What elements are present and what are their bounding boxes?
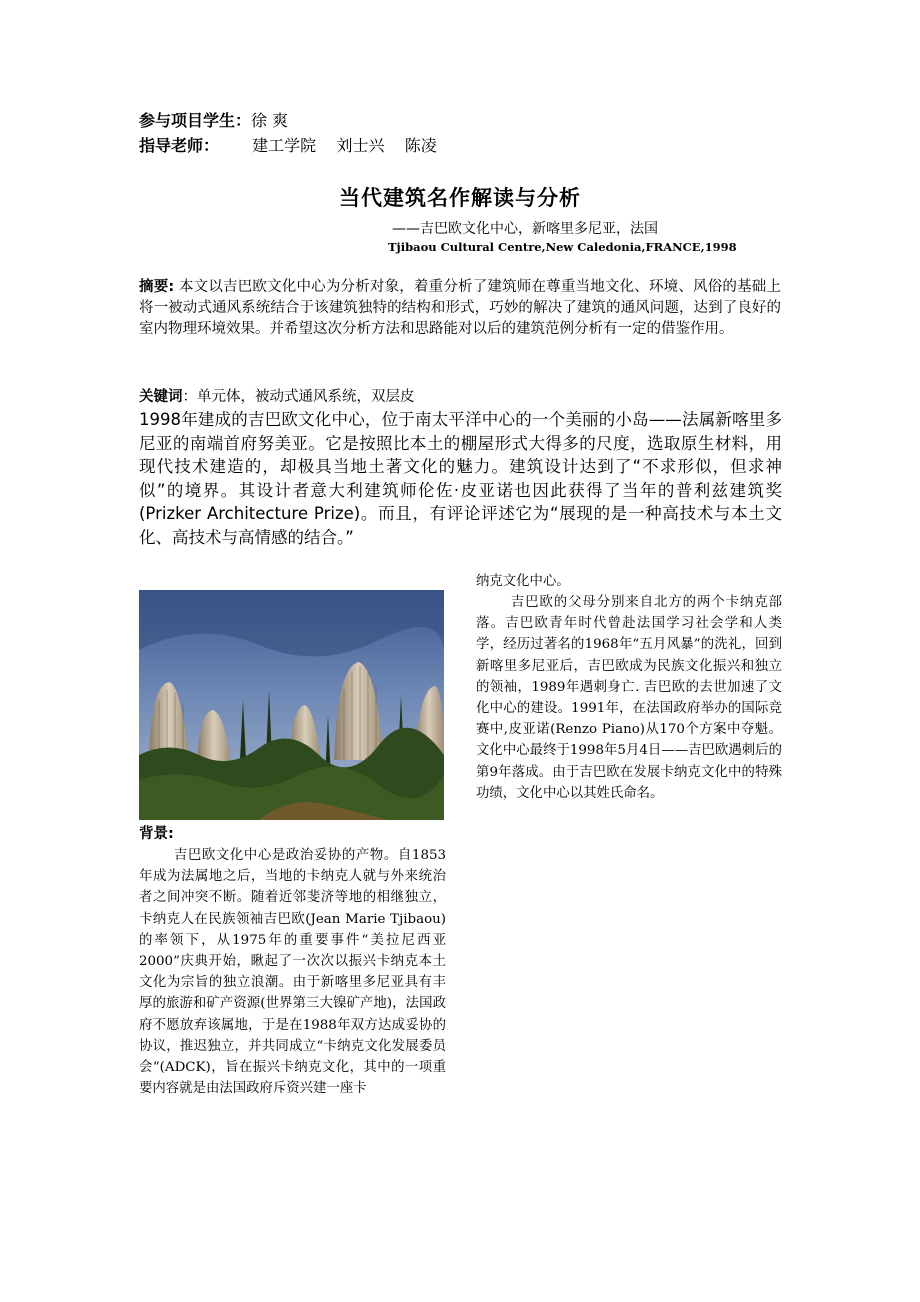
keywords <box>139 385 781 406</box>
background-text: 吉巴欧文化中心是政治妥协的产物。自1853年成为法属地之后，当地的卡纳克人就与外来统治者之间冲突不断。随着近邻斐济等地的相继独立，卡纳克人在民族领袖吉巴欧(Jean Marie Tjibaou)的率领下，从1975年的重要事件“美拉尼西亚2000”庆典开始，瞅起了一次次以振兴卡纳克本土文化为宗旨的独立浪潮。由于新喀里多尼亚具有丰厚的旅游和矿产资源(世界第三大镍矿产地)，法国政府不愿放弃该属地，于是在1988年双方达成妥协的协议，推迟独立，并共同成立“卡纳克文化发展委员会”(ADCK)，旨在振兴卡纳克文化，其中的一项重要内容就是由法国政府斥资兴建一座卡 <box>139 848 446 1097</box>
abstract-text: 本文以吉巴欧文化中心为分析对象，着重分析了建筑师在尊重当地文化、环境、风俗的基础上将一被动式通风系统结合于该建筑独特的结构和形式，巧妙的解决了建筑的通风问题，达到了良好的室内物理环境效果。并希望这次分析方法和思路能对以后的建筑范例分析有一定的借鉴作用。 <box>139 279 781 337</box>
abstract <box>139 277 781 340</box>
teacher-line <box>139 134 639 158</box>
right-column-continuation: 纳克文化中心。 <box>476 574 570 589</box>
keywords-label: 关键词 <box>139 389 183 405</box>
student-line <box>139 109 288 133</box>
subtitle: ——吉巴欧文化中心，新喀里多尼亚，法国 <box>392 221 658 237</box>
keywords-text: ：单元体，被动式通风系统，双层皮 <box>182 389 415 405</box>
student-name: 徐 爽 <box>251 111 289 130</box>
background-label: 背景: <box>139 826 174 842</box>
right-column-paragraph: 吉巴欧的父母分别来自北方的两个卡纳克部落。吉巴欧青年时代曾赴法国学习社会学和人类学，经历过著名的1968年“五月风暴”的洗礼，回到新喀里多尼亚后，吉巴欧成为民族文化振兴和独立的领袖，1989年遇刺身亡. 吉巴欧的去世加速了文化中心的建设。1991年，在法国政府举办的国际竞赛中,皮亚诺(Renzo Piano)从170个方案中夺魁。文化中心最终于1998年5月4日——吉巴欧遇刺后的第9年落成。由于吉巴欧在发展卡纳克文化中的特殊功绩，文化中心以其姓氏命名。 <box>476 595 782 801</box>
abstract-label: 摘要: <box>139 279 175 295</box>
teacher-label: 指导老师： <box>139 136 220 155</box>
photo-illustration <box>139 590 444 820</box>
page-title: 当代建筑名作解读与分析 <box>339 186 581 210</box>
subtitle-english: Tjibaou Cultural Centre,New Caledonia,FRANCE,1998 <box>388 240 737 254</box>
tjibaou-centre-photo <box>139 590 444 820</box>
lead-paragraph: 1998年建成的吉巴欧文化中心，位于南太平洋中心的一个美丽的小岛——法属新喀里多尼亚的南端首府努美亚。它是按照比本土的棚屋形式大得多的尺度，选取原生材料，用现代技术建造的，却极具当地土著文化的魅力。建筑设计达到了“不求形似，但求神似”的境界。其设计者意大利建筑师伦佐·皮亚诺也因此获得了当年的普利兹建筑奖(Prizker Architecture Prize)。而且，有评论评述它为“展现的是一种高技术与本土文化、高技术与高情感的结合。” <box>139 410 782 547</box>
student-label: 参与项目学生： <box>139 111 252 130</box>
teacher-names: 建工学院 刘士兴 陈凌 <box>252 136 437 155</box>
